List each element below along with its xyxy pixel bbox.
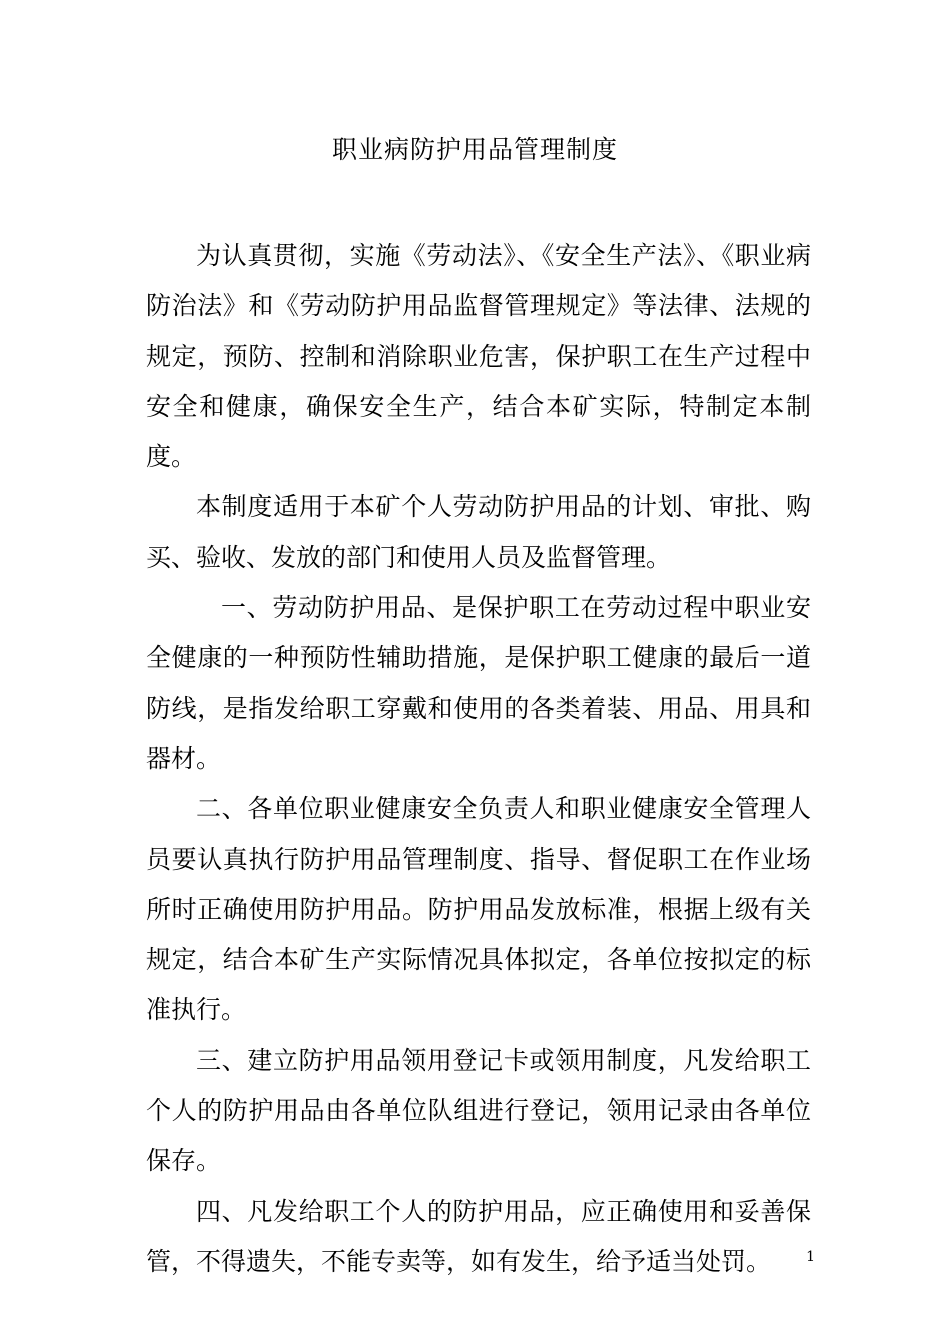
- document-title: 职业病防护用品管理制度: [331, 135, 618, 164]
- paragraph-article-4: 四、凡发给职工个人的防护用品，应正确使用和妥善保管，不得遗失，不能专卖等，如有发生，给予适当处罚。: [146, 1196, 811, 1276]
- paragraph-preamble: 为认真贯彻，实施《劳动法》、《安全生产法》、《职业病防治法》和《劳动防护用品监督管理规定》等法律、法规的规定，预防、控制和消除职业危害，保护职工在生产过程中安全和健康，确保安全生产，结合本矿实际，特制定本制度。: [146, 241, 811, 472]
- paragraph-article-1: 一、劳动防护用品、是保护职工在劳动过程中职业安全健康的一种预防性辅助措施，是保护职工健康的最后一道防线，是指发给职工穿戴和使用的各类着装、用品、用具和器材。: [146, 593, 811, 773]
- document-body: [146, 231, 811, 1287]
- paragraph-article-3: 三、建立防护用品领用登记卡或领用制度，凡发给职工个人的防护用品由各单位队组进行登记，领用记录由各单位保存。: [146, 1045, 811, 1176]
- page-number: 1: [806, 1249, 815, 1265]
- paragraph-article-2: 二、各单位职业健康安全负责人和职业健康安全管理人员要认真执行防护用品管理制度、指导、督促职工在作业场所时正确使用防护用品。防护用品发放标准，根据上级有关规定，结合本矿生产实际情况具体拟定，各单位按拟定的标准执行。: [146, 794, 811, 1025]
- paragraph-scope: 本制度适用于本矿个人劳动防护用品的计划、审批、购买、验收、发放的部门和使用人员及监督管理。: [146, 492, 811, 572]
